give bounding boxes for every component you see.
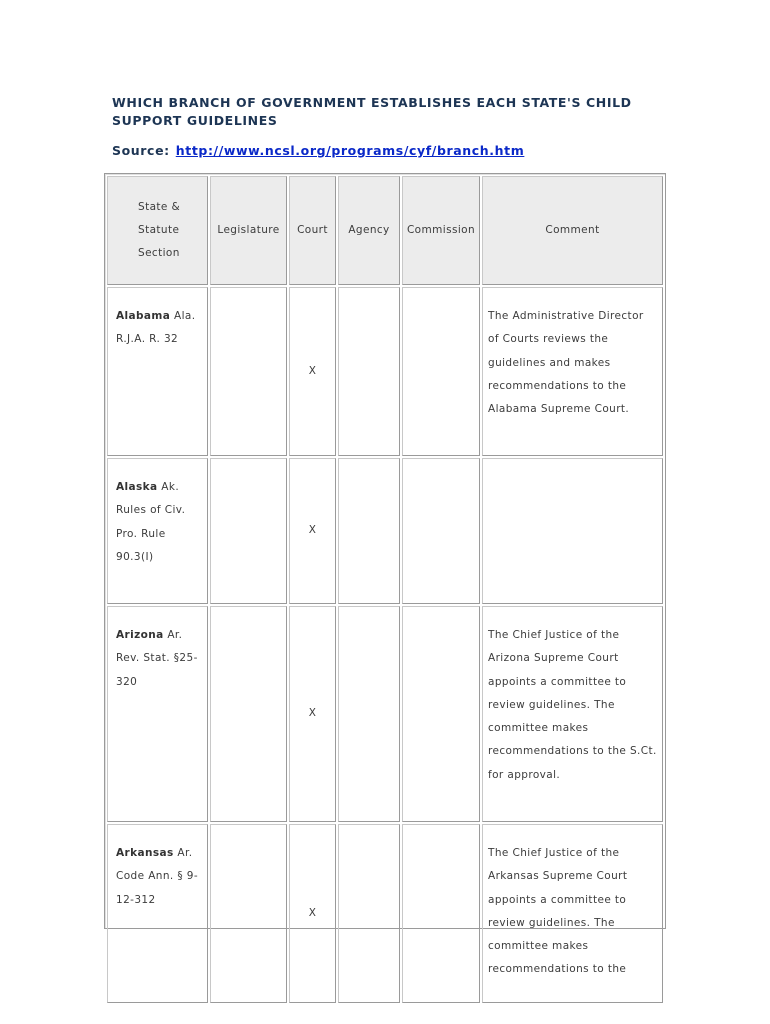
- court-cell: X: [289, 458, 336, 604]
- table-row: [107, 287, 663, 456]
- statute-text: Ar. Rev. Stat. §25-320: [116, 629, 198, 688]
- state-cell: [107, 606, 208, 822]
- agency-cell: [338, 824, 400, 1003]
- commission-cell: [402, 287, 480, 456]
- state-cell: [107, 287, 208, 456]
- header-state-line-2: Statute: [138, 223, 180, 236]
- state-cell: [107, 458, 208, 604]
- commission-cell: [402, 606, 480, 822]
- comment-cell: The Chief Justice of the Arkansas Supreme Court appoints a committee to review guidelines. The committee makes recommendations to the: [482, 824, 663, 1003]
- comment-cell: The Administrative Director of Courts reviews the guidelines and makes recommendations to the Alabama Supreme Court.: [482, 287, 663, 456]
- court-cell: X: [289, 824, 336, 1003]
- agency-cell: [338, 606, 400, 822]
- branch-table: [104, 173, 666, 976]
- commission-cell: [402, 824, 480, 1003]
- title-line-2: SUPPORT GUIDELINES: [112, 113, 278, 128]
- table-row: [107, 606, 663, 822]
- header-commission: Commission: [402, 176, 480, 285]
- agency-cell: [338, 287, 400, 456]
- legislature-cell: [210, 606, 287, 822]
- state-name: Alabama: [116, 310, 171, 322]
- agency-cell: [338, 458, 400, 604]
- header-court: Court: [289, 176, 336, 285]
- statute-text: Ala. R.J.A. R. 32: [116, 310, 196, 346]
- court-cell: X: [289, 287, 336, 456]
- comment-cell: [482, 458, 663, 604]
- table-row: [107, 458, 663, 604]
- document-title: [112, 94, 672, 130]
- comment-cell: The Chief Justice of the Arizona Supreme Court appoints a committee to review guidelines. The committee makes recommendations to the S.Ct. for approval.: [482, 606, 663, 822]
- header-state-line-1: State &: [138, 200, 181, 213]
- source-link[interactable]: http://www.ncsl.org/programs/cyf/branch.htm: [175, 143, 525, 158]
- title-line-1: WHICH BRANCH OF GOVERNMENT ESTABLISHES EACH STATE'S CHILD: [112, 95, 632, 110]
- court-cell: X: [289, 606, 336, 822]
- legislature-cell: [210, 287, 287, 456]
- table-row: [107, 824, 663, 1003]
- source-line: [112, 143, 524, 158]
- commission-cell: [402, 458, 480, 604]
- header-agency: Agency: [338, 176, 400, 285]
- header-comment: Comment: [482, 176, 663, 285]
- statute-text: Ak. Rules of Civ. Pro. Rule 90.3(I): [116, 481, 186, 563]
- legislature-cell: [210, 824, 287, 1003]
- header-state-line-3: Section: [138, 247, 180, 260]
- state-cell: [107, 824, 208, 1003]
- table-header-row: [107, 176, 663, 285]
- state-name: Arkansas: [116, 847, 174, 859]
- state-name: Arizona: [116, 629, 164, 641]
- legislature-cell: [210, 458, 287, 604]
- state-name: Alaska: [116, 481, 158, 493]
- header-state-statute: [107, 176, 208, 285]
- statute-text: Ar. Code Ann. § 9-12-312: [116, 847, 199, 906]
- source-label: Source:: [112, 143, 170, 158]
- header-legislature: Legislature: [210, 176, 287, 285]
